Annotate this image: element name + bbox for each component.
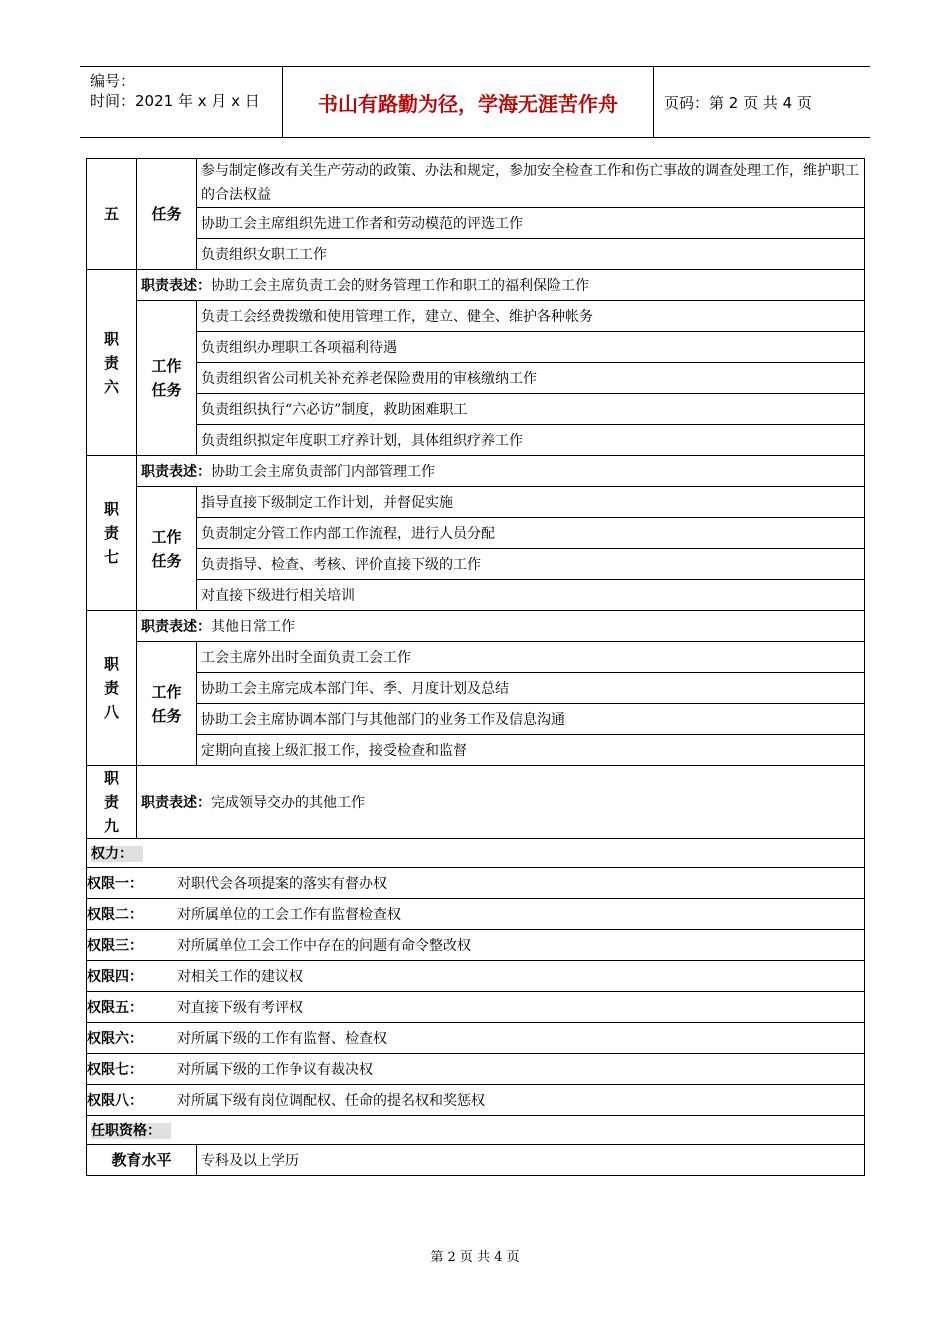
duty8-label: 职 责 八	[87, 611, 137, 766]
page-header	[80, 66, 870, 138]
duty6-task-label: 工作 任务	[137, 301, 197, 456]
duty7-task-label: 工作 任务	[137, 487, 197, 611]
duty7-description: 职责表述：协助工会主席负责部门内部管理工作	[137, 456, 865, 487]
duty6-task: 负责工会经费拨缴和使用管理工作，建立、健全、维护各种帐务	[197, 301, 865, 332]
duty7-label: 职 责 七	[87, 456, 137, 611]
duty6-task: 负责组织执行“六必访”制度，救助困难职工	[197, 394, 865, 425]
document-number-label: 编号：	[90, 72, 136, 90]
duty8-task: 定期向直接上级汇报工作，接受检查和监督	[197, 735, 865, 766]
authority-item: 权限八： 对所属下级有岗位调配权、任命的提名权和奖惩权	[87, 1085, 865, 1116]
duty8-task-label: 工作 任务	[137, 642, 197, 766]
duty6-task: 负责组织省公司机关补充养老保险费用的审核缴纳工作	[197, 363, 865, 394]
authority-item: 权限一： 对职代会各项提案的落实有督办权	[87, 868, 865, 899]
education-value: 专科及以上学历	[197, 1145, 865, 1176]
document-date: 时间：2021 年 x 月 x 日	[90, 92, 260, 110]
duty7-task: 指导直接下级制定工作计划，并督促实施	[197, 487, 865, 518]
duty7-task: 对直接下级进行相关培训	[197, 580, 865, 611]
duty6-label: 职 责 六	[87, 270, 137, 456]
duty9-description: 职责表述：完成领导交办的其他工作	[137, 766, 865, 839]
duty8-task: 协助工会主席协调本部门与其他部门的业务工作及信息沟通	[197, 704, 865, 735]
header-motto: 书山有路勤为径，学海无涯苦作舟	[282, 67, 654, 137]
duty5-task: 负责组织女职工工作	[197, 239, 865, 270]
duty9-label: 职 责 九	[87, 766, 137, 839]
authority-item: 权限五： 对直接下级有考评权	[87, 992, 865, 1023]
duty5-task: 协助工会主席组织先进工作者和劳动模范的评选工作	[197, 208, 865, 239]
duty7-task: 负责制定分管工作内部工作流程，进行人员分配	[197, 518, 865, 549]
duty5-label: 五	[87, 159, 137, 270]
duty8-task: 工会主席外出时全面负责工会工作	[197, 642, 865, 673]
header-meta	[80, 67, 282, 137]
header-page-number: 页码：第 2 页 共 4 页	[664, 93, 812, 112]
duty8-task: 协助工会主席完成本部门年、季、月度计划及总结	[197, 673, 865, 704]
authority-item: 权限三： 对所属单位工会工作中存在的问题有命令整改权	[87, 930, 865, 961]
duty5-task: 参与制定修改有关生产劳动的政策、办法和规定，参加安全检查工作和伤亡事故的调查处理工作，维护职工的合法权益	[197, 159, 865, 208]
authority-item: 权限二： 对所属单位的工会工作有监督检查权	[87, 899, 865, 930]
duty6-description: 职责表述：协助工会主席负责工会的财务管理工作和职工的福利保险工作	[137, 270, 865, 301]
education-label: 教育水平	[87, 1145, 197, 1176]
authority-item: 权限七： 对所属下级的工作争议有裁决权	[87, 1054, 865, 1085]
duty5-task-label: 任务	[137, 159, 197, 270]
duty8-description: 职责表述：其他日常工作	[137, 611, 865, 642]
duty6-task: 负责组织办理职工各项福利待遇	[197, 332, 865, 363]
duty6-task: 负责组织拟定年度职工疗养计划，具体组织疗养工作	[197, 425, 865, 456]
authority-title: 权力：	[87, 839, 865, 868]
authority-item: 权限六： 对所属下级的工作有监督、检查权	[87, 1023, 865, 1054]
job-description-table	[86, 158, 865, 1176]
authority-item: 权限四： 对相关工作的建议权	[87, 961, 865, 992]
duty7-task: 负责指导、检查、考核、评价直接下级的工作	[197, 549, 865, 580]
page-footer: 第 2 页 共 4 页	[430, 1250, 520, 1265]
qualification-title: 任职资格：	[87, 1116, 865, 1145]
